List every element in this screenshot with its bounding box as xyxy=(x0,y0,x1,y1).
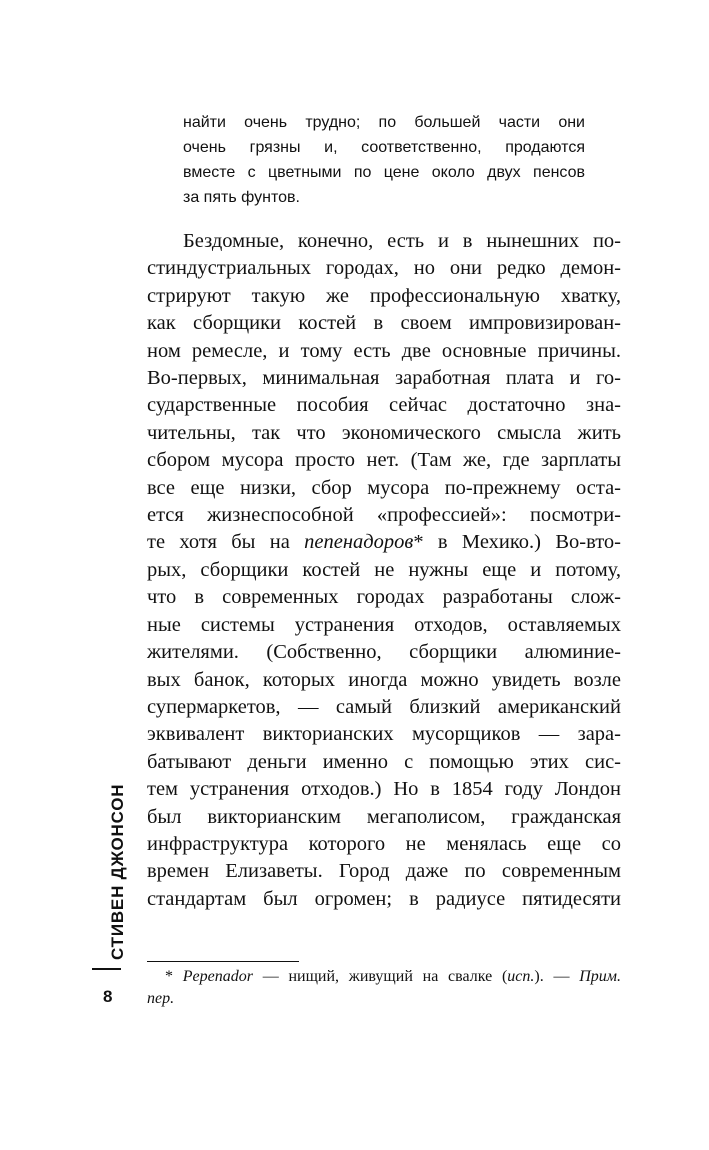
footnote-marker: * xyxy=(165,968,183,985)
quote-line: вместе с цветными по цене около двух пенсов xyxy=(183,164,585,181)
text-line: чительны, так что экономического смысла жить xyxy=(147,421,621,444)
text-line: ные системы устранения отходов, оставляемых xyxy=(147,613,621,636)
page-number: 8 xyxy=(103,987,113,1006)
text-line: как сборщики костей в своем импровизирован- xyxy=(147,312,621,335)
text-line: инфраструктура которого не менялась еще со xyxy=(147,832,621,855)
footnote-text: — нищий, живущий на свалке ( xyxy=(252,968,508,985)
text-line: сбором мусора просто нет. (Там же, где зарплаты xyxy=(147,449,621,472)
text-line: тем устранения отходов.) Но в 1854 году Лондон xyxy=(147,778,621,801)
footnote-term: Pepenador xyxy=(182,968,253,985)
text-line: стиндустриальных городах, но они редко демон- xyxy=(147,257,621,280)
text-line: все еще низки, сбор мусора по-прежнему оста- xyxy=(147,476,621,499)
footnote-divider xyxy=(147,961,299,962)
author-name: СТИВЕН ДЖОНСОН xyxy=(108,783,127,960)
footnote xyxy=(147,966,621,1010)
text-line: Бездомные, конечно, есть и в нынешних по- xyxy=(183,230,621,252)
text-line: был викторианским мегаполисом, гражданская xyxy=(147,805,621,828)
text-line: батывают деньги именно с помощью этих сис- xyxy=(147,750,621,773)
text-line: стрируют такую же профессиональную хватку, xyxy=(147,284,621,307)
footnote-lang: исп. xyxy=(507,968,535,985)
text-line: вых банок, которых иногда можно увидеть возле xyxy=(147,668,621,691)
text-line: сударственные пособия сейчас достаточно зна- xyxy=(147,394,621,417)
text-line: ном ремесле, и тому есть две основные причины. xyxy=(147,339,621,362)
quote-line: найти очень трудно; по большей части они xyxy=(183,114,585,131)
footnote-per: пер. xyxy=(147,990,175,1007)
text-line: супермаркетов, — самый близкий американский xyxy=(147,695,621,718)
block-quote xyxy=(183,110,585,210)
quote-line: очень грязны и, соответственно, продаются xyxy=(183,139,585,156)
text-line: ется жизнеспособной «профессией»: посмотри- xyxy=(147,504,621,527)
text-fragment: те хотя бы на xyxy=(147,531,305,554)
text-line: эквивалент викторианских мусорщиков — зара- xyxy=(147,723,621,746)
text-fragment: * в Мехико.) Во-вто- xyxy=(413,531,621,554)
footnote-line xyxy=(147,988,621,1010)
text-line: жителями. (Собственно, сборщики алюминие- xyxy=(147,641,621,664)
body-paragraph xyxy=(147,228,621,913)
text-line: рых, сборщики костей не нужны еще и потому, xyxy=(147,558,621,581)
text-line: что в современных городах разработаны слож- xyxy=(147,586,621,609)
text-line: стандартам был огромен; в радиусе пятидесяти xyxy=(147,887,621,910)
text-line-with-italic xyxy=(147,529,621,556)
footnote-line xyxy=(147,966,621,988)
quote-line: за пять фунтов. xyxy=(183,189,300,206)
text-line: времен Елизаветы. Город даже по современным xyxy=(147,860,621,883)
italic-term: пепенадоров xyxy=(304,531,414,554)
footnote-prim: Прим. xyxy=(579,968,622,985)
margin-rule xyxy=(92,968,121,970)
text-line: Во-первых, минимальная заработная плата и го- xyxy=(147,367,621,390)
footnote-text: ). — xyxy=(534,968,580,985)
